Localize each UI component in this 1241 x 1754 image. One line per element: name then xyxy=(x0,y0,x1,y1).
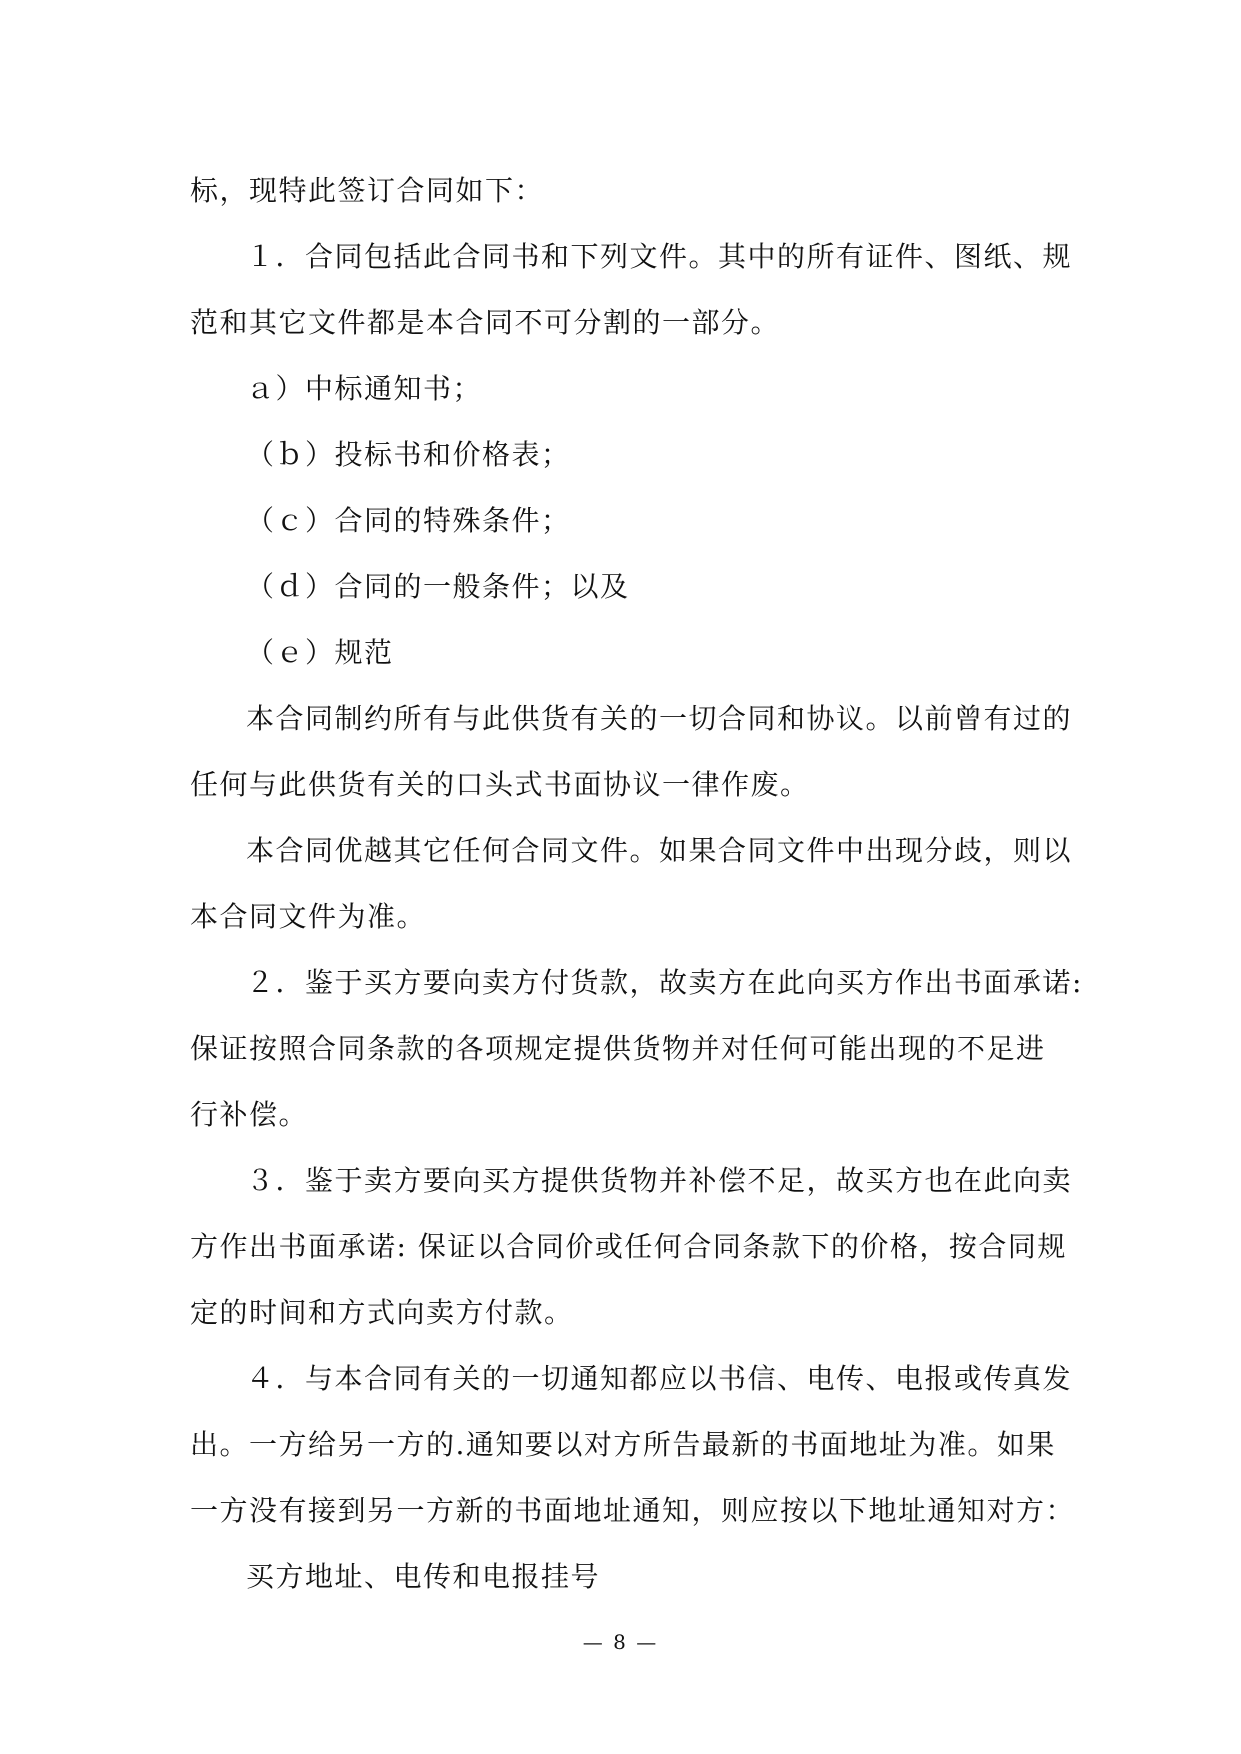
text-line: 标，现特此签订合同如下： xyxy=(190,174,545,207)
text-line: ４．与本合同有关的一切通知都应以书信、电传、电报或传真发 xyxy=(246,1362,1073,1395)
list-item-a xyxy=(190,356,1060,422)
paragraph-1 xyxy=(190,158,1060,224)
list-item-c xyxy=(190,488,1060,554)
paragraph-supersede xyxy=(190,686,1073,818)
text-line: ３．鉴于卖方要向买方提供货物并补偿不足，故买方也在此向卖 xyxy=(246,1164,1073,1197)
text-line: 任何与此供货有关的口头式书面协议一律作废。 xyxy=(190,768,810,801)
text-line: 定的时间和方式向卖方付款。 xyxy=(190,1296,574,1329)
paragraph-clause-1 xyxy=(190,224,1073,356)
list-item-d xyxy=(190,554,1060,620)
paragraph-clause-2 xyxy=(190,950,1083,1148)
paragraph-clause-3 xyxy=(190,1148,1073,1346)
text-line: ２．鉴于买方要向卖方付货款，故卖方在此向买方作出书面承诺: xyxy=(246,966,1083,999)
text-line: （ｄ）合同的一般条件；以及 xyxy=(246,570,630,603)
page-number: — 8 — xyxy=(582,1630,659,1654)
text-line: 买方地址、电传和电报挂号 xyxy=(246,1560,601,1593)
text-line: （ｅ）规范 xyxy=(246,636,394,669)
list-item-b xyxy=(190,422,1060,488)
text-line: 本合同制约所有与此供货有关的一切合同和协议。以前曾有过的 xyxy=(246,702,1073,735)
paragraph-clause-4 xyxy=(190,1346,1076,1544)
paragraph-buyer-address xyxy=(190,1544,1060,1610)
text-line: 范和其它文件都是本合同不可分割的一部分。 xyxy=(190,306,781,339)
text-line: 保证按照合同条款的各项规定提供货物并对任何可能出现的不足进 xyxy=(190,1032,1046,1065)
text-line: 一方没有接到另一方新的书面地址通知，则应按以下地址通知对方： xyxy=(190,1494,1076,1527)
list-item-e xyxy=(190,620,1060,686)
paragraph-precedence xyxy=(190,818,1073,950)
text-line: 本合同优越其它任何合同文件。如果合同文件中出现分歧，则以 xyxy=(246,834,1073,867)
text-line: （ｃ）合同的特殊条件； xyxy=(246,504,571,537)
text-line: 方作出书面承诺: 保证以合同价或任何合同条款下的价格，按合同规 xyxy=(190,1230,1067,1263)
text-line: ａ）中标通知书； xyxy=(246,372,483,405)
text-line: 出。一方给另一方的.通知要以对方所告最新的书面地址为准。如果 xyxy=(190,1428,1056,1461)
text-line: 行补偿。 xyxy=(190,1098,309,1131)
text-line: （ｂ）投标书和价格表； xyxy=(246,438,571,471)
text-line: １．合同包括此合同书和下列文件。其中的所有证件、图纸、规 xyxy=(246,240,1073,273)
document-body xyxy=(190,158,1083,1610)
text-line: 本合同文件为准。 xyxy=(190,900,427,933)
